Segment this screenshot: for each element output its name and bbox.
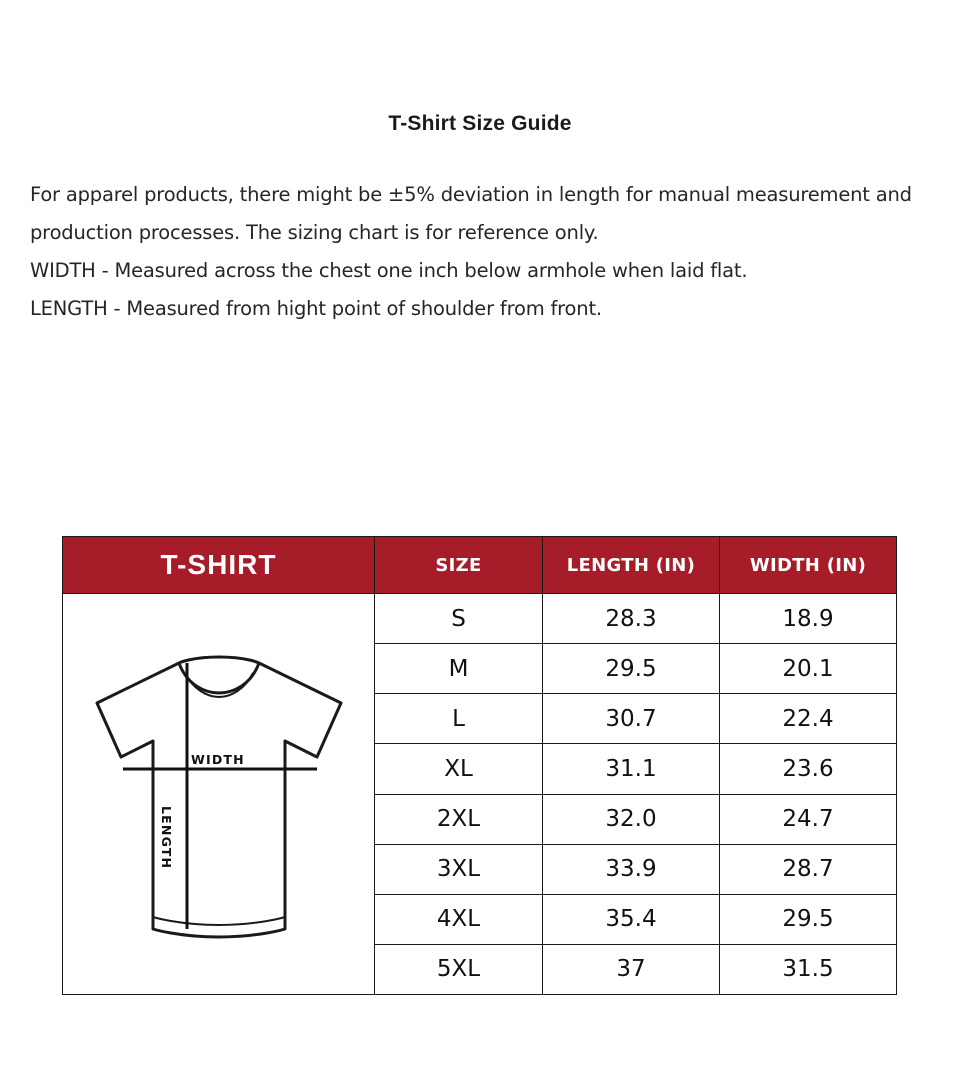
cell-length: 30.7 [543,694,720,744]
cell-width: 28.7 [720,844,897,894]
cell-width: 24.7 [720,794,897,844]
cell-width: 31.5 [720,944,897,994]
size-table [62,536,897,995]
intro-paragraph-1: For apparel products, there might be ±5% deviation in length for manual measurement and production processes. The sizing chart is for reference only. [30,183,912,245]
tshirt-diagram-cell [63,594,375,995]
cell-size: L [375,694,543,744]
width-label: WIDTH [191,752,245,767]
cell-width: 20.1 [720,644,897,694]
cell-width: 18.9 [720,594,897,644]
table-header-tshirt: T-SHIRT [63,537,375,594]
intro-text [30,136,928,328]
cell-length: 32.0 [543,794,720,844]
cell-length: 35.4 [543,894,720,944]
table-header-width: WIDTH (IN) [720,537,897,594]
cell-width: 22.4 [720,694,897,744]
cell-width: 23.6 [720,744,897,794]
tshirt-diagram [63,594,374,994]
cell-width: 29.5 [720,894,897,944]
cell-length: 37 [543,944,720,994]
table-header-length: LENGTH (IN) [543,537,720,594]
table-body [63,594,897,995]
cell-size: 5XL [375,944,543,994]
table-header-row [63,537,897,594]
cell-length: 31.1 [543,744,720,794]
cell-length: 29.5 [543,644,720,694]
cell-size: XL [375,744,543,794]
table-header-size: SIZE [375,537,543,594]
size-guide-page [0,112,960,1072]
cell-length: 28.3 [543,594,720,644]
size-table-container [62,536,896,995]
cell-size: 4XL [375,894,543,944]
t-shirt-outline-icon [69,629,369,959]
length-label: LENGTH [159,806,174,870]
cell-size: M [375,644,543,694]
cell-size: 3XL [375,844,543,894]
cell-size: 2XL [375,794,543,844]
table-header [63,537,897,594]
intro-paragraph-3: LENGTH - Measured from hight point of shoulder from front. [30,297,602,321]
cell-length: 33.9 [543,844,720,894]
table-row [63,594,897,644]
page-title: T-Shirt Size Guide [388,112,572,135]
intro-paragraph-2: WIDTH - Measured across the chest one inch below armhole when laid flat. [30,259,748,283]
cell-size: S [375,594,543,644]
